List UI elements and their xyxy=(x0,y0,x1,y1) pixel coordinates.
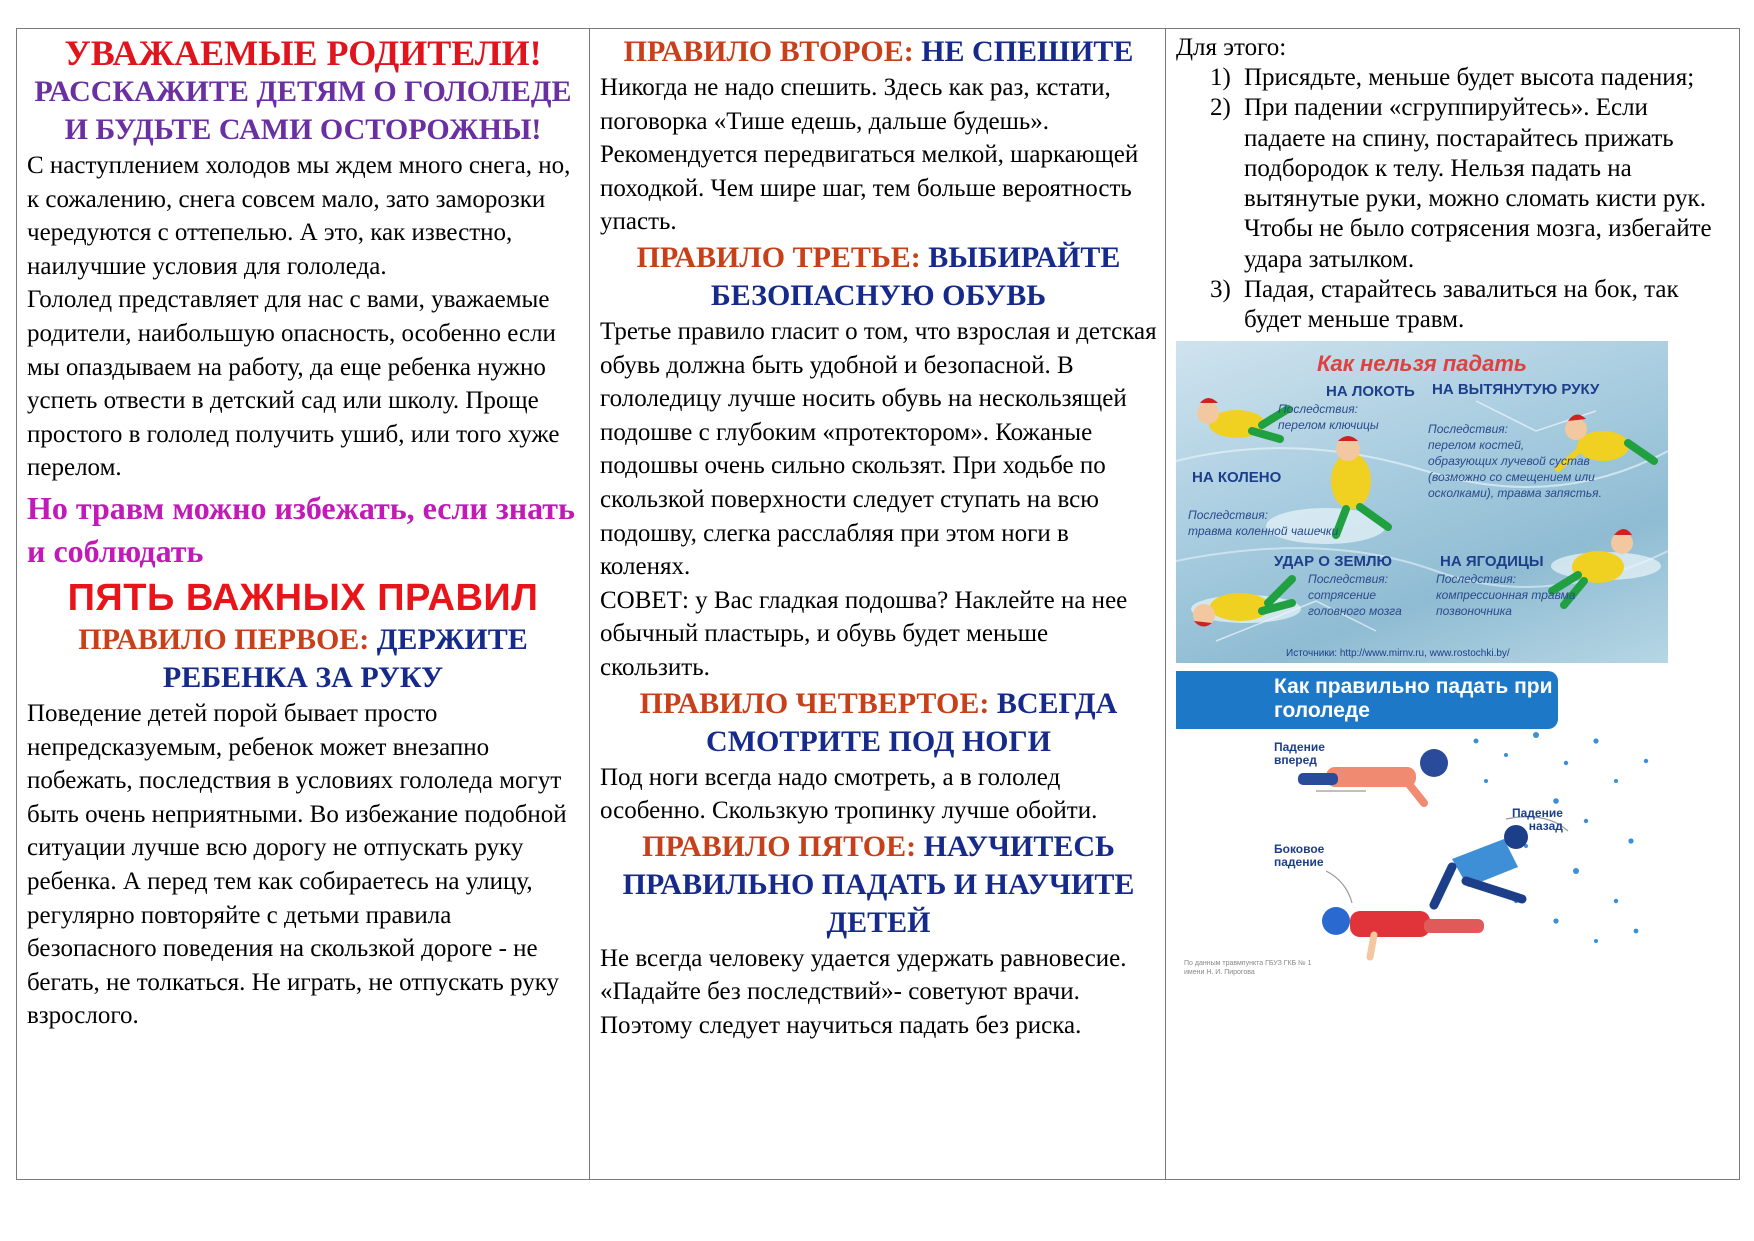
infographic1-title: Как нельзя падать xyxy=(1317,350,1527,376)
list-item: 3) Падая, старайтесь завалиться на бок, так будет меньше травм. xyxy=(1210,276,1679,334)
rule1-title: ДЕРЖИТЕ РЕБЕНКА ЗА РУКУ xyxy=(162,622,528,694)
label-hand-consequence: Последствия: перелом костей, образующих лучевой сустав (возможно со смещением или осколками), травма запястья. xyxy=(1428,421,1602,500)
label-fall-forward: Падение вперед xyxy=(1274,739,1325,767)
subtitle: РАССКАЖИТЕ ДЕТЯМ О ГОЛОЛЕДЕ И БУДЬТЕ САМИ ОСТОРОЖНЫ! xyxy=(34,75,572,146)
rule2-text: Никогда не надо спешить. Здесь как раз, кстати, поговорка «Тише едешь, дальше будешь». Рекомендуется передвигаться мелкой, шаркающей походкой. Чем шире шаг, тем больше вероятность упасть. xyxy=(600,74,1139,236)
infographic2-footnote: По данным травмпункта ГБУЗ ГКБ № 1 имени Н. И. Пирогова xyxy=(1184,959,1312,976)
label-ground-consequence: Последствия: сотрясение головного мозга xyxy=(1308,571,1402,618)
child-falling-head-icon xyxy=(1180,559,1300,649)
rule1-text: Поведение детей порой бывает просто непредсказуемым, ребенок может внезапно побежать, последствия в условиях гололеда могут быть очень неприятными. Во избежание подобной ситуации лучше всю дорогу не отпускать руку ребенка. А перед тем как собираетесь на улицу, регулярно повторяйте с детьми правила безопасного поведения на скользкой дороге - не бегать, не толкаться. Не играть, не отпускать руку взрослого. xyxy=(27,699,567,1030)
rule3-text: Третье правило гласит о том, что взрослая и детская обувь должна быть удобной и безопасной. В гололедицу лучше носить обувь на нескользящей подошве с глубоким «протектором». Кожаные подошвы очень сильно скользят. При ходьбе по скользкой поверхности следует ступать на всю подошву, слегка расслабляя при этом ноги в коленях. xyxy=(600,317,1157,581)
column-middle xyxy=(590,29,1166,1179)
label-elbow-consequence: Последствия: перелом ключицы xyxy=(1278,401,1379,432)
list-item: 1) Присядьте, меньше будет высота падения; xyxy=(1210,64,1695,91)
rule4-prefix: ПРАВИЛО ЧЕТВЕРТОЕ: xyxy=(639,686,990,720)
label-knee: НА КОЛЕНО xyxy=(1192,468,1282,486)
rule2-prefix: ПРАВИЛО ВТОРОЕ: xyxy=(623,35,914,68)
rule2-heading xyxy=(600,33,1157,71)
rule3-title: ВЫБИРАЙТЕ БЕЗОПАСНУЮ ОБУВЬ xyxy=(710,240,1121,312)
rule1-heading xyxy=(27,621,579,697)
steps-intro: Для этого: xyxy=(1176,34,1287,61)
advice-text: СОВЕТ: у Вас гладкая подошва? Наклейте на нее обычный пластырь, и обувь будет меньше скользить. xyxy=(600,586,1128,681)
label-elbow: НА ЛОКОТЬ xyxy=(1326,382,1415,400)
rule3-heading xyxy=(600,239,1157,315)
rule3-prefix: ПРАВИЛО ТРЕТЬЕ: xyxy=(636,240,921,274)
main-title: УВАЖАЕМЫЕ РОДИТЕЛИ! xyxy=(64,33,542,73)
highlight-text: Но травм можно избежать, если знать и соблюдать xyxy=(27,489,575,569)
how-not-to-fall-infographic xyxy=(1176,341,1668,663)
danger-paragraph: Гололед представляет для нас с вами, уважаемые родители, наибольшую опасность, особенно если мы опаздываем на работу, да еще ребенка нужно успеть отвести в детский сад или школу. Проще простого в гололед получить ушиб, или того хуже перелом. xyxy=(27,286,560,482)
column-right xyxy=(1166,29,1739,1179)
five-rules-heading: ПЯТЬ ВАЖНЫХ ПРАВИЛ xyxy=(67,576,539,619)
rule4-heading xyxy=(600,685,1157,761)
label-fall-back: Падение назад xyxy=(1512,805,1563,833)
rule5-heading xyxy=(600,828,1157,942)
list-item: 2) При падении «сгруппируйтесь». Если падаете на спину, постарайтесь прижать подбородок к телу. Нельзя падать на вытянутые руки, можно сломать кисти рук. Чтобы не было сотрясения мозга, избегайте удара затылком. xyxy=(1210,94,1712,273)
steps-list xyxy=(1176,63,1731,336)
infographic2-title: Как правильно падать при гололеде xyxy=(1176,671,1558,729)
label-ground: УДАР О ЗЕМЛЮ xyxy=(1274,552,1392,570)
child-falling-elbow-icon xyxy=(1182,379,1292,459)
rule4-title: ВСЕГДА СМОТРИТЕ ПОД НОГИ xyxy=(706,686,1118,758)
person-fall-forward-icon xyxy=(1298,737,1478,807)
label-hand: НА ВЫТЯНУТУЮ РУКУ xyxy=(1432,380,1600,398)
rule5-title: НАУЧИТЕСЬ ПРАВИЛЬНО ПАДАТЬ И НАУЧИТЕ ДЕТЕЙ xyxy=(622,829,1135,939)
rule5-prefix: ПРАВИЛО ПЯТОЕ: xyxy=(642,829,917,863)
person-fall-side-icon xyxy=(1314,889,1494,969)
intro-paragraph: С наступлением холодов мы ждем много снега, но, к сожалению, снега совсем мало, зато заморозки чередуются с оттепелью. А это, как известно, наилучшие условия для гололеда. xyxy=(27,152,571,280)
label-buttocks: НА ЯГОДИЦЫ xyxy=(1440,552,1544,570)
column-left xyxy=(17,29,590,1179)
rule1-prefix: ПРАВИЛО ПЕРВОЕ: xyxy=(78,622,370,656)
label-fall-side: Боковое падение xyxy=(1274,841,1325,869)
label-buttocks-consequence: Последствия: компрессионная травма позвоночника xyxy=(1436,571,1576,618)
rule2-title: НЕ СПЕШИТЕ xyxy=(921,35,1134,68)
content-table xyxy=(16,28,1740,1180)
infographic1-source: Источники: http://www.mirnv.ru, www.rostochki.by/ xyxy=(1286,647,1510,659)
label-knee-consequence: Последствия: травма коленной чашечки xyxy=(1188,507,1339,538)
rule5-text: Не всегда человеку удается удержать равновесие. «Падайте без последствий»- советуют врачи. Поэтому следует научиться падать без риска. xyxy=(600,944,1127,1039)
how-to-fall-infographic xyxy=(1176,671,1668,981)
rule4-text: Под ноги всегда надо смотреть, а в гололед особенно. Скользкую тропинку лучше обойти. xyxy=(600,763,1098,825)
